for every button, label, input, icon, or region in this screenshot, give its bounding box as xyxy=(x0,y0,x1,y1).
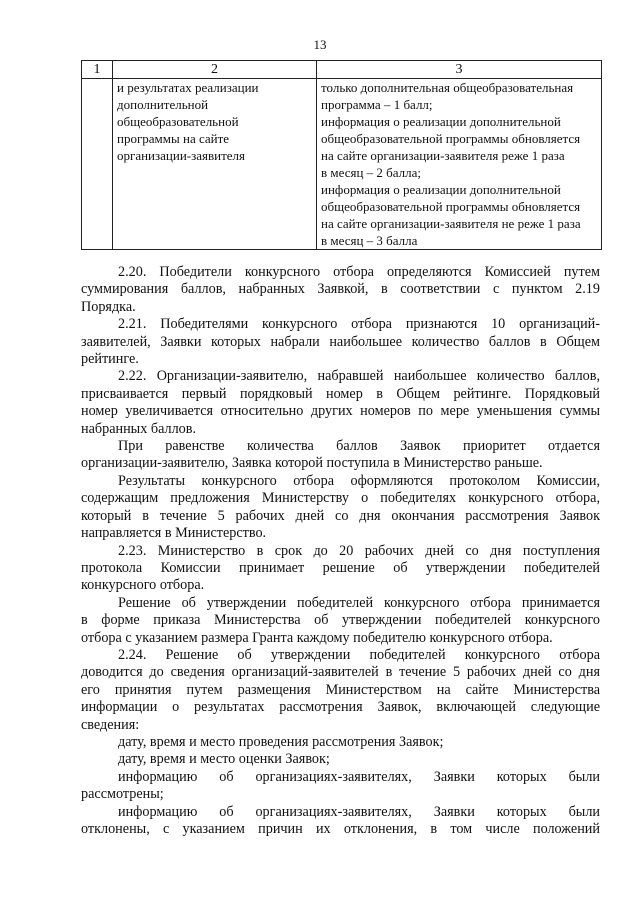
body-line: отбора с указанием размера Гранта каждому победителю конкурсного отбора. xyxy=(81,629,553,646)
criteria-table xyxy=(81,60,602,250)
table-header-2: 2 xyxy=(113,61,317,79)
table-cell-line: на сайте организации-заявителя не реже 1 раза xyxy=(321,216,581,231)
body-line: Результаты конкурсного отбора оформляются протоколом Комиссии, xyxy=(118,472,600,489)
table-cell-line: только дополнительная общеобразовательная xyxy=(321,80,574,95)
body-line: суммирования баллов, набранных Заявкой, в соответствии с пунктом 2.19 xyxy=(81,281,600,298)
body-line: информацию об организациях-заявителях, Заявки которых были xyxy=(118,803,600,820)
table-cell-3 xyxy=(317,79,602,250)
table-header-3: 3 xyxy=(317,61,602,79)
body-line: присваивается первый порядковый номер в Общем рейтинге. Порядковый xyxy=(81,385,600,402)
body-line: 2.21. Победителями конкурсного отбора признаются 10 организаций- xyxy=(118,316,600,333)
body-line: Решение об утверждении победителей конкурсного отбора принимается xyxy=(118,594,600,611)
body-line: информации о результатах рассмотрения Заявок, включающей следующие xyxy=(81,699,600,716)
body-line: рассмотрены; xyxy=(81,786,164,803)
table-cell-line: общеобразовательной программы обновляется xyxy=(321,199,581,214)
table-cell-line: дополнительной xyxy=(117,97,209,112)
table-header-row xyxy=(82,61,602,79)
body-line: сведения: xyxy=(81,716,140,733)
body-line: который в течение 5 рабочих дней со дня окончания рассмотрения Заявок xyxy=(81,507,600,524)
body-line: Порядка. xyxy=(81,298,136,315)
body-line: дату, время и место оценки Заявок; xyxy=(118,751,330,768)
body-line: заявителей, Заявки которых набрали наибольшее количество баллов в Общем xyxy=(81,333,600,350)
body-line: протокола Комиссии принимает решение об утверждении победителей xyxy=(81,559,600,576)
body-line: содержащим предложения Министерству о победителях конкурсного отбора, xyxy=(81,490,600,507)
table-cell-line: программы на сайте xyxy=(117,131,230,146)
body-line: дату, время и место проведения рассмотрения Заявок; xyxy=(118,733,444,750)
body-line: направляется в Министерство. xyxy=(81,525,267,542)
table-cell-2 xyxy=(113,79,317,250)
table-cell-1 xyxy=(82,79,113,250)
table-cell-line: программа – 1 балл; xyxy=(321,97,433,112)
table-cell-line: информация о реализации дополнительной xyxy=(321,182,561,197)
table-cell-line: информация о реализации дополнительной xyxy=(321,114,561,129)
body-line: 2.20. Победители конкурсного отбора определяются Комиссией путем xyxy=(118,264,600,280)
body-line: организации-заявителю, Заявка которой поступила в Министерство раньше. xyxy=(81,455,543,472)
body-text xyxy=(81,264,600,838)
body-line: При равенстве количества баллов Заявок приоритет отдается xyxy=(118,438,600,455)
body-line: рейтинге. xyxy=(81,351,139,368)
body-line: 2.23. Министерство в срок до 20 рабочих дней со дня поступления xyxy=(118,542,600,559)
table-row xyxy=(82,79,602,250)
table-cell-line: и результатах реализации xyxy=(117,80,259,95)
body-line: 2.22. Организации-заявителю, набравшей наибольшее количество баллов, xyxy=(118,368,600,385)
table-cell-line: общеобразовательной xyxy=(117,114,239,129)
table-cell-line: организации-заявителя xyxy=(117,148,246,163)
body-line: информацию об организациях-заявителях, Заявки которых были xyxy=(118,768,600,785)
table-cell-line: в месяц – 2 балла; xyxy=(321,165,422,180)
body-line: отклонены, с указанием причин их отклонения, в том числе положений xyxy=(81,821,600,837)
body-line: 2.24. Решение об утверждении победителей конкурсного отбора xyxy=(118,646,600,663)
body-line: конкурсного отбора. xyxy=(81,577,205,594)
body-line: номер увеличивается относительно других номеров по мере уменьшения суммы xyxy=(81,403,600,420)
body-line: его принятия путем размещения Министерством на сайте Министерства xyxy=(81,681,600,698)
table-header-1: 1 xyxy=(82,61,113,79)
table-cell-line: в месяц – 3 балла xyxy=(321,233,418,248)
table-cell-line: общеобразовательной программы обновляется xyxy=(321,131,581,146)
table-cell-line: на сайте организации-заявителя реже 1 раза xyxy=(321,148,565,163)
body-line: доводится до сведения организаций-заявителей в течение 5 рабочих дней со дня xyxy=(81,664,600,681)
body-line: в форме приказа Министерства об утверждении победителей конкурсного xyxy=(81,612,600,629)
body-line: набранных баллов. xyxy=(81,420,196,437)
page-number: 13 xyxy=(313,37,327,52)
